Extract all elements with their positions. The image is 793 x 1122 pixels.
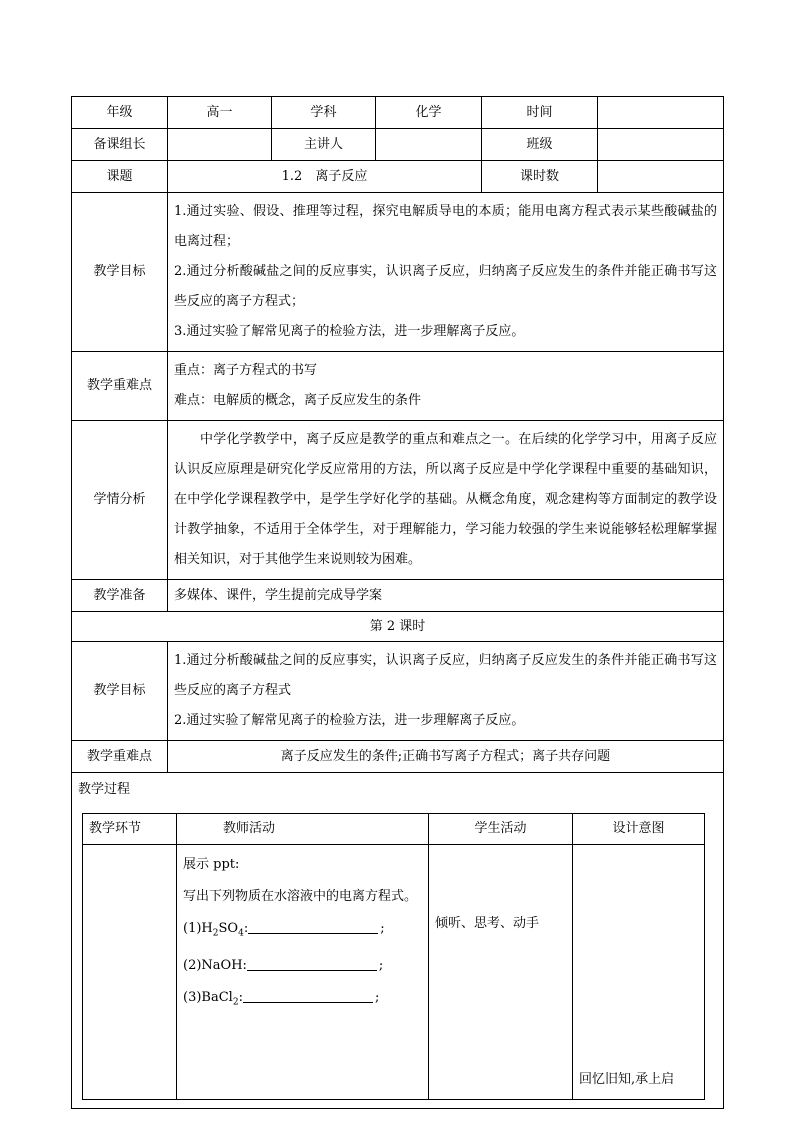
q3-end: :	[238, 989, 243, 1005]
semicolon: ;	[378, 957, 384, 973]
row-goals-1	[72, 193, 724, 352]
lesson-plan-table	[71, 96, 724, 1109]
teacher-activity	[177, 845, 429, 1100]
goal2-item: 2.通过实验了解常见离子的检验方法，进一步理解离子反应。	[174, 713, 525, 728]
process-header-row	[83, 814, 705, 845]
analysis-label: 学情分析	[72, 421, 168, 580]
goal-item: 3.通过实验了解常见离子的检验方法，进一步理解离子反应。	[174, 324, 525, 339]
keypoints2-label: 教学重难点	[72, 741, 168, 773]
design-intent: 回忆旧知,承上启	[573, 845, 705, 1100]
row-prep	[72, 580, 724, 612]
keypoint-item: 难点：电解质的概念，离子反应发生的条件	[174, 393, 422, 408]
row-goals-2	[72, 642, 724, 741]
row-lesson-2	[72, 612, 724, 642]
q1-prefix: (1)H	[183, 921, 213, 936]
answer-blank[interactable]	[247, 956, 377, 971]
teacher-line: 展示 ppt:	[183, 857, 240, 872]
stage-cell	[83, 845, 177, 1100]
answer-blank[interactable]	[243, 988, 373, 1003]
speaker-label: 主讲人	[272, 129, 376, 161]
leader-value	[168, 129, 272, 161]
row-leader	[72, 129, 724, 161]
goal2-item: 1.通过分析酸碱盐之间的反应事实，认识离子反应，归纳离子反应发生的条件并能正确书写这些反应的离子方程式	[174, 653, 717, 698]
q2-prefix: (2)NaOH:	[183, 957, 247, 973]
time-label: 时间	[482, 97, 598, 129]
grade-value: 高一	[168, 97, 272, 129]
semicolon: ;	[380, 921, 385, 936]
process-row	[83, 845, 705, 1100]
answer-blank[interactable]	[248, 919, 378, 934]
header-student: 学生活动	[429, 814, 573, 845]
keypoints-content	[168, 352, 724, 421]
row-topic	[72, 161, 724, 193]
prep-label: 教学准备	[72, 580, 168, 612]
goals2-label: 教学目标	[72, 642, 168, 741]
row-process	[72, 773, 724, 1109]
process-cell	[72, 773, 724, 1109]
row-analysis	[72, 421, 724, 580]
class-label: 班级	[482, 129, 598, 161]
q3-prefix: (3)BaCl	[183, 989, 233, 1005]
time-value	[598, 97, 724, 129]
goals2-content	[168, 642, 724, 741]
teacher-line: 写出下列物质在水溶液中的电离方程式。	[183, 889, 418, 904]
hours-value	[598, 161, 724, 193]
semicolon: ;	[374, 989, 380, 1005]
topic-value: 1.2 离子反应	[168, 161, 482, 193]
header-stage: 教学环节	[83, 814, 177, 845]
q1-sub: 2	[212, 928, 219, 939]
header-intent: 设计意图	[573, 814, 705, 845]
question-h2so4	[183, 913, 422, 950]
q1-mid: SO	[218, 921, 239, 936]
leader-label: 备课组长	[72, 129, 168, 161]
hours-label: 课时数	[482, 161, 598, 193]
q3-sub: 2	[232, 997, 239, 1008]
header-teacher: 教师活动	[177, 814, 429, 845]
goals-content	[168, 193, 724, 352]
goal-item: 1.通过实验、假设、推理等过程，探究电解质导电的本质；能用电离方程式表示某些酸碱盐的电离过程；	[174, 204, 717, 249]
analysis-text: 中学化学教学中，离子反应是教学的重点和难点之一。在后续的化学学习中，用离子反应认识反应原理是研究化学反应常用的方法，所以离子反应是中学化学课程中重要的基础知识，在中学化学课程教学中，是学生学好化学的基础。从概念角度，观念建构等方面制定的教学设计教学抽象，不适用于全体学生，对于理解能力，学习能力较强的学生来说能够轻松理解掌握相关知识，对于其他学生来说则较为困难。	[174, 432, 717, 567]
q1-end: :	[243, 921, 249, 936]
prep-value: 多媒体、课件，学生提前完成导学案	[168, 580, 724, 612]
student-activity: 倾听、思考、动手	[429, 845, 573, 1100]
keypoints-label: 教学重难点	[72, 352, 168, 421]
subject-label: 学科	[272, 97, 376, 129]
row-grade	[72, 97, 724, 129]
row-keypoints-1	[72, 352, 724, 421]
lesson-2-title: 第 2 课时	[72, 612, 724, 642]
q1-sub: 4	[238, 928, 244, 939]
grade-label: 年级	[72, 97, 168, 129]
class-value	[598, 129, 724, 161]
analysis-content	[168, 421, 724, 580]
row-keypoints-2	[72, 741, 724, 773]
subject-value: 化学	[376, 97, 482, 129]
goal-item: 2.通过分析酸碱盐之间的反应事实，认识离子反应，归纳离子反应发生的条件并能正确书写这些反应的离子方程式；	[174, 264, 717, 309]
process-table	[82, 813, 705, 1100]
question-naoh	[183, 950, 422, 982]
question-bacl2	[183, 982, 422, 1019]
keypoint-item: 重点：离子方程式的书写	[174, 363, 318, 378]
process-title: 教学过程	[78, 782, 131, 797]
goals-label: 教学目标	[72, 193, 168, 352]
topic-label: 课题	[72, 161, 168, 193]
keypoints2-value: 离子反应发生的条件;正确书写离子方程式；离子共存问题	[168, 741, 724, 773]
speaker-value	[376, 129, 482, 161]
